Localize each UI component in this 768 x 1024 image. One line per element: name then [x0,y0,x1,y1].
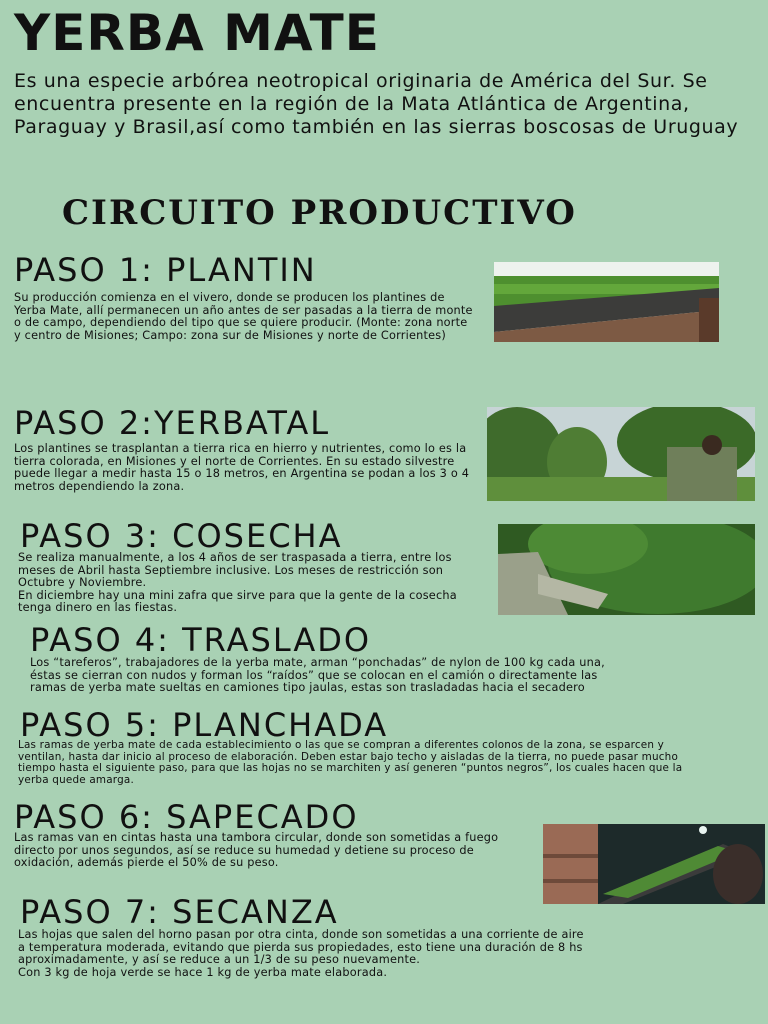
step-6-heading: PASO 6: SAPECADO [14,798,359,836]
step-2-text: Los plantines se trasplantan a tierra rica en hierro y nutrientes, como lo es la tierra colorada, en Misiones y el norte de Corrientes. En su estado silvestre puede llegar a medir hasta 15 o 18 metros, en Argentina se podan a los 3 o 4 metros dependiendo la zona. [14,442,470,493]
step-4-text: Los “tareferos”, trabajadores de la yerba mate, arman “ponchadas” de nylon de 100 kg cada una, éstas se cierran con nudos y forman los “raídos” que se colocan en el camión o directamente las ramas de yerba mate sueltas en camiones tipo jaulas, estas son trasladadas hacia el secadero [30,656,605,695]
step-5-heading: PASO 5: PLANCHADA [20,706,389,744]
step-3-heading: PASO 3: COSECHA [20,517,343,555]
nursery-photo [494,262,719,342]
step-7-text: Las hojas que salen del horno pasan por otra cinta, donde son sometidas a una corriente de aire a temperatura moderada, evitando que pierda sus propiedades, esto tiene una duración de 8 hs aproximadamente, y así se reduce a un 1/3 de su peso nuevamente. Con 3 kg de hoja verde se hace 1 kg de yerba mate elaborada. [18,928,584,979]
step-1-text: Su producción comienza en el vivero, donde se producen los plantines de Yerba Mate, allí permanecen un año antes de ser pasadas a la tierra de monte o de campo, dependiendo del tipo que se quiere producir. (Monte: zona norte y centro de Misiones; Campo: zona sur de Misiones y norte de Corrientes) [14,291,473,342]
page-title: YERBA MATE [14,4,380,62]
drying-drum-photo [543,824,765,904]
intro-paragraph: Es una especie arbórea neotropical originaria de América del Sur. Se encuentra presente en la región de la Mata Atlántica de Argentina, Paraguay y Brasil,así como también en las sierras boscosas de Uruguay [14,70,739,138]
section-subtitle: CIRCUITO PRODUCTIVO [62,193,577,233]
step-3-text: Se realiza manualmente, a los 4 años de ser traspasada a tierra, entre los meses de Abril hasta Septiembre inclusive. Los meses de restricción son Octubre y Noviembre. En diciembre hay una mini zafra que sirve para que la gente de la cosecha tenga dinero en las fiestas. [18,551,457,615]
step-6-text: Las ramas van en cintas hasta una tambora circular, donde son sometidas a fuego directo por unos segundos, así se reduce su humedad y detiene su proceso de oxidación, además pierde el 50% de su peso. [14,831,499,870]
step-1-heading: PASO 1: PLANTIN [14,251,317,289]
plantation-photo [487,407,755,501]
step-7-heading: PASO 7: SECANZA [20,893,339,931]
step-2-heading: PASO 2:YERBATAL [14,404,331,442]
step-5-text: Las ramas de yerba mate de cada establecimiento o las que se compran a diferentes colonos de la zona, se esparcen y ventilan, hasta dar inicio al proceso de elaboración. Deben estar bajo techo y aisladas de la tierra, no puede pasar mucho tiempo hasta el siguiente paso, para que las hojas no se marchiten y así generen “puntos negros”, los cuales hacen que la yerba quede amarga. [18,739,683,786]
step-4-heading: PASO 4: TRASLADO [30,621,372,659]
harvest-photo [498,524,755,615]
